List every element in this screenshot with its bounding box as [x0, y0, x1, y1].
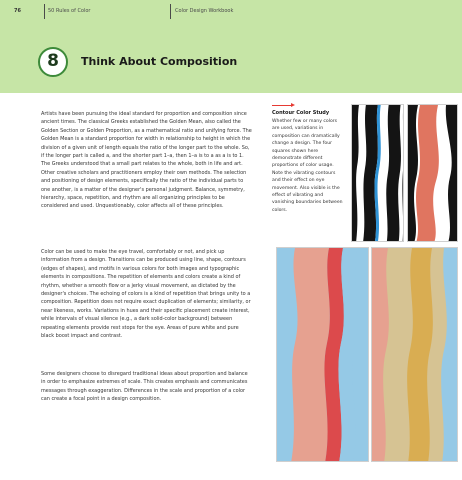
paragraph-text: Color can be used to make the eye travel, comfortably or not, and pick up information from a design. Transitions can be produced using line, shape, contours (edges of shapes), and motifs in various colors for both images and typographic elements in compositions. The repetition of elements and colors create a kind of rhythm, whether a smooth flow or a jerky visual movement, as dictated by the designer's choices. The echoing of colors is a kind of repetition that brings unity to a composition. Repetition does not require exact duplication of elements; similarity, or near likeness, works. Variations in hues and their specific placement create interest, while intervals of visual silence (e.g., a dark solid-color background) between repeating elements provide rest stops for the eye. Areas of pure white and pure black boost impact and contrast.	[41, 249, 251, 340]
caption-rule	[272, 105, 291, 106]
page-number: 76	[14, 8, 21, 14]
caption-title: Contour Color Study	[272, 110, 330, 116]
body-paragraph	[41, 110, 252, 211]
caption-text: Whether few or many colors are used, variations in composition can dramatically change a design. The four squares shown here demonstrate different proportions of color usage. Note the vibrating contours and their effect on eye movement. Also visible is the effect of vibrating and vanishing boundaries between colors.	[272, 119, 343, 213]
paragraph-text: Artists have been pursuing the ideal standard for proportion and composition since ancient times. The classical Greeks established the Golden Mean, also called the Golden Section or Golden Proportion, as a mathematical ratio and unifying force. The Golden Mean is a standard proportion for width in relationship to height in which the division of a given unit of length equals the ratio of the longer part to the whole. So, if the longer part is called a, and the shorter part 1–a, then 1–a is to a as a is to 1. The Greeks understood that a small part relates to the whole, both in life and art. Other creative scholars and practitioners employ their own methods. The selection and positioning of design elements, specifically the ratio of the individual parts to one another, is a matter of the designer's personal judgment. Balance, symmetry, hierarchy, space, repetition, and rhythm are all organizing principles to be considered and used. Unquestionably, color affects all of these principles.	[41, 111, 252, 210]
black-contour	[386, 105, 401, 242]
contour-square-blue-pink-red	[276, 247, 369, 462]
body-paragraph	[41, 248, 252, 340]
contour-square-black-salmon	[407, 104, 458, 242]
pink-contour	[291, 248, 330, 462]
caption-arrow-icon	[291, 103, 295, 107]
paragraph-text: Some designers choose to disregard traditional ideas about proportion and balance in order to emphasize extremes of scale. This creates emphasis and communicates messages through exaggeration. Differences in the scale and proportion of a color can create a focal point in a design composition.	[41, 371, 248, 403]
header-divider	[44, 4, 45, 19]
mustard-contour	[407, 248, 433, 462]
workbook-title: Color Design Workbook	[175, 8, 234, 14]
header-divider	[170, 4, 171, 19]
body-paragraph	[41, 370, 252, 404]
chapter-title: Think About Composition	[81, 55, 238, 68]
book-title: 50 Rules of Color	[48, 8, 91, 14]
contour-square-pink-tan-mustard	[371, 247, 458, 462]
chapter-number-badge: 8	[38, 47, 68, 77]
contour-square-black-blue	[351, 104, 404, 242]
